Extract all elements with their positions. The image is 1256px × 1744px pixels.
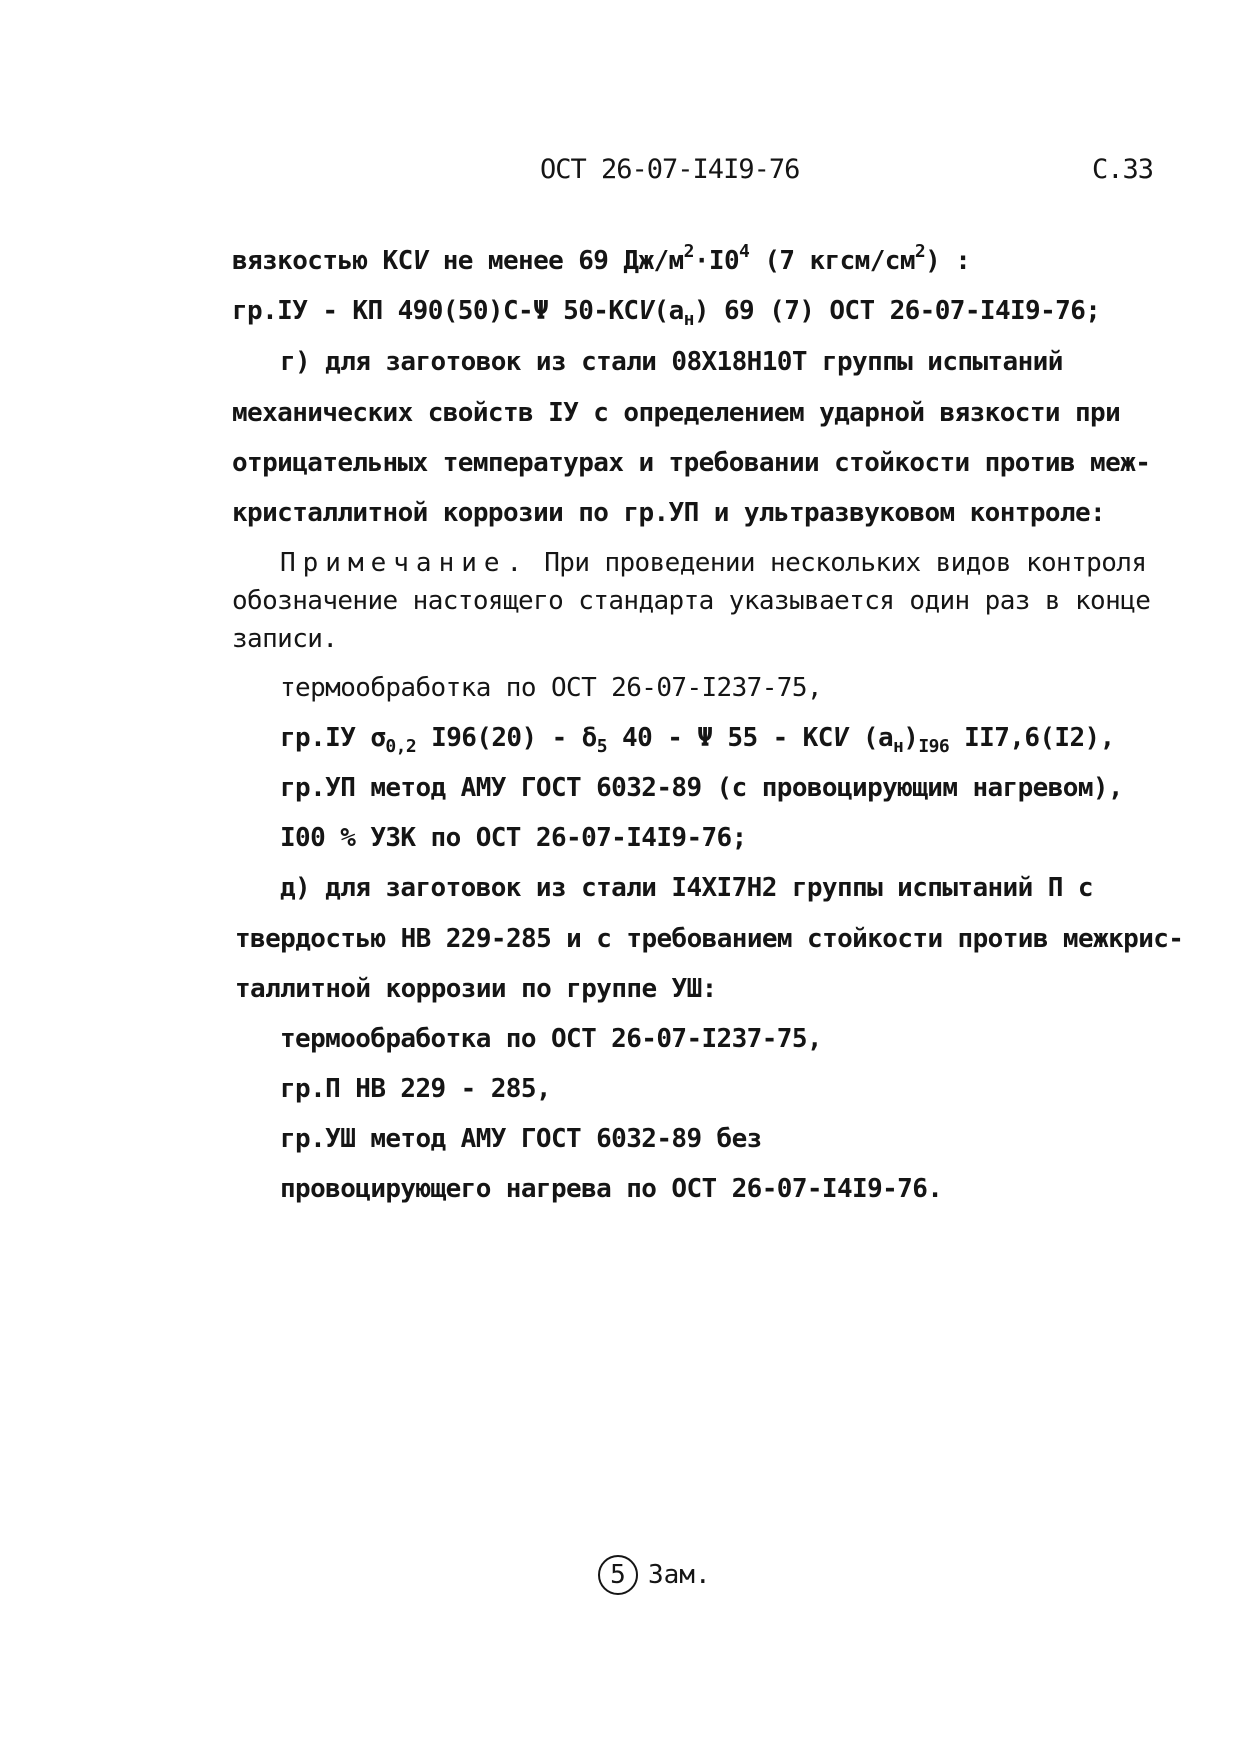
- text-segment: ) :: [925, 246, 971, 276]
- subscript: I96: [918, 736, 950, 757]
- subscript: н: [893, 736, 904, 757]
- text-segment: V: [412, 246, 428, 276]
- text-segment: (7 кгсм/см: [749, 246, 915, 276]
- text-line-6: кристаллитной коррозии по гр.УП и ультразвуковом контроле:: [232, 498, 1106, 528]
- text-line-17: провоцирующего нагрева по ОСТ 26-07-I4I9-76.: [280, 1174, 943, 1204]
- superscript: 2: [683, 241, 694, 262]
- text-line-2: [232, 296, 1101, 330]
- text-segment: При проведении нескольких видов контроля: [529, 548, 1147, 578]
- text-segment: 40 - Ψ 55 - КС: [606, 723, 833, 753]
- text-line-5: отрицательных температурах и требовании стойкости против меж-: [232, 448, 1151, 478]
- subscript: 0,2: [385, 736, 417, 757]
- superscript: 4: [739, 241, 750, 262]
- text-segment: V: [832, 723, 848, 753]
- text-line-8: [280, 723, 1115, 757]
- text-segment: не менее 69 Дж/м: [427, 246, 684, 276]
- text-line-13: таллитной коррозии по группе УШ:: [235, 974, 717, 1004]
- text-line-15: гр.П НВ 229 - 285,: [280, 1074, 551, 1104]
- text-segment: (а: [847, 723, 894, 753]
- document-code: ОСТ 26-07-I4I9-76: [540, 154, 800, 185]
- note-line-1: [280, 548, 1146, 578]
- text-line-1: [232, 241, 971, 276]
- change-mark: [598, 1555, 711, 1595]
- text-segment: (а: [653, 296, 684, 326]
- text-segment: I96(20) - δ: [416, 723, 597, 753]
- note-label: Примечание.: [280, 548, 530, 578]
- text-line-12: твердостью НВ 229-285 и с требованием стойкости против межкрис-: [235, 924, 1184, 954]
- text-segment: вязкостью КС: [232, 246, 413, 276]
- text-line-16: гр.УШ метод АМУ ГОСТ 6032-89 без: [280, 1124, 762, 1154]
- text-segment: ) 69 (7) ОСТ 26-07-I4I9-76;: [693, 296, 1101, 326]
- note-line-3: записи.: [232, 624, 338, 654]
- text-segment: ): [903, 723, 919, 753]
- text-segment: ·I0: [693, 246, 740, 276]
- change-label: Зам.: [648, 1560, 711, 1590]
- text-segment: гр.IУ σ: [280, 723, 386, 753]
- superscript: 2: [914, 241, 926, 262]
- change-number: 5: [610, 1560, 626, 1590]
- text-line-10: I00 % УЗК по ОСТ 26-07-I4I9-76;: [280, 823, 747, 853]
- text-line-3: г) для заготовок из стали 08Х18Н10Т группы испытаний: [280, 347, 1063, 377]
- text-segment: V: [638, 296, 654, 326]
- text-line-11: д) для заготовок из стали I4ХI7Н2 группы испытаний П с: [280, 873, 1093, 903]
- text-line-9: гр.УП метод АМУ ГОСТ 6032-89 (с провоцирующим нагревом),: [280, 773, 1123, 803]
- text-segment: гр.IУ - КП 490(50)С-Ψ 50-КС: [232, 296, 639, 326]
- page-number: С.33: [1092, 154, 1154, 185]
- text-line-4: механических свойств IУ с определением ударной вязкости при: [232, 398, 1121, 428]
- subscript: н: [683, 309, 694, 330]
- text-line-7: термообработка по ОСТ 26-07-I237-75,: [280, 673, 822, 703]
- change-number-circle: [598, 1555, 638, 1595]
- note-line-2: обозначение настоящего стандарта указывается один раз в конце: [232, 586, 1151, 616]
- text-segment: II7,6(I2),: [949, 723, 1115, 753]
- text-line-14: термообработка по ОСТ 26-07-I237-75,: [280, 1024, 822, 1054]
- subscript: 5: [596, 736, 607, 757]
